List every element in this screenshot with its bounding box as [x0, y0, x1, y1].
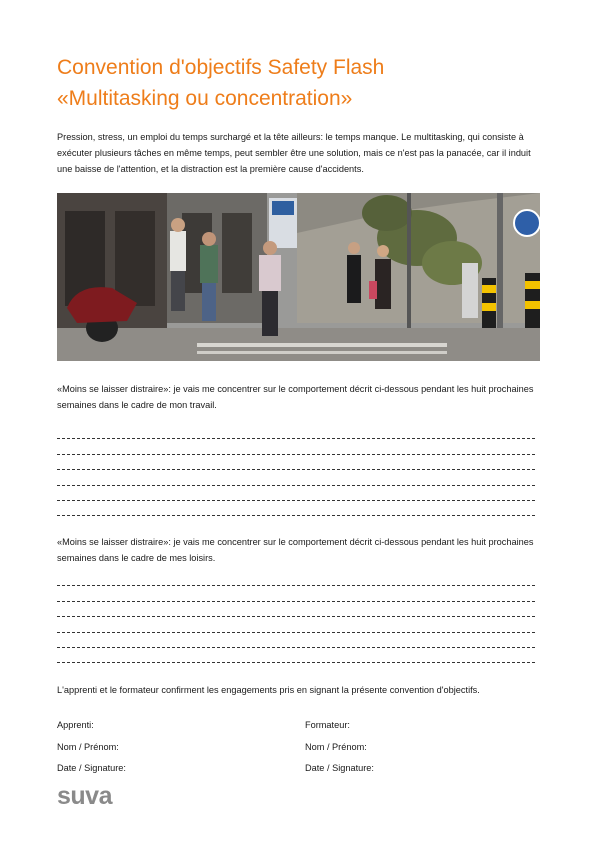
leisure-commitment-text: «Moins se laisser distraire»: je vais me concentrer sur le comportement décrit ci-dessous pendant les huit prochaines semaines dans le cadre de mes loisirs.	[57, 537, 534, 563]
writing-line[interactable]	[57, 636, 535, 651]
writing-line[interactable]	[57, 589, 535, 604]
suva-logo: suva	[57, 782, 112, 810]
trainer-name-field[interactable]: Nom / Prénom:	[305, 742, 367, 752]
apprentice-name-field[interactable]: Nom / Prénom:	[57, 742, 119, 752]
work-commitment-text: «Moins se laisser distraire»: je vais me concentrer sur le comportement décrit ci-dessous pendant les huit prochaines semaines dans le cadre de mon travail.	[57, 384, 534, 410]
leisure-commitment-lines	[57, 574, 535, 666]
writing-line[interactable]	[57, 620, 535, 635]
writing-line[interactable]	[57, 574, 535, 589]
trainer-label: Formateur:	[305, 720, 350, 730]
confirmation-text: L'apprenti et le formateur confirment les engagements pris en signant la présente convention d'objectifs.	[57, 685, 480, 695]
street-photo	[57, 193, 540, 361]
writing-line[interactable]	[57, 605, 535, 620]
work-commitment-lines	[57, 427, 535, 519]
writing-line[interactable]	[57, 473, 535, 488]
apprentice-date-signature-field[interactable]: Date / Signature:	[57, 763, 126, 773]
writing-line[interactable]	[57, 489, 535, 504]
writing-line[interactable]	[57, 427, 535, 442]
title-line-2: «Multitasking ou concentration»	[57, 87, 353, 110]
apprentice-label: Apprenti:	[57, 720, 94, 730]
writing-line[interactable]	[57, 442, 535, 457]
page-title	[57, 52, 557, 114]
writing-line[interactable]	[57, 504, 535, 519]
writing-line[interactable]	[57, 651, 535, 666]
intro-paragraph: Pression, stress, un emploi du temps surchargé et la tête ailleurs: le temps manque. Le multitasking, qui consiste à exécuter plusieurs tâches en même temps, peut sembler être une solution, mais ce n'est pas la panacée, car il induit une baisse de l'attention, et la distraction est la première cause d'accidents.	[57, 132, 531, 174]
title-line-1: Convention d'objectifs Safety Flash	[57, 56, 385, 79]
trainer-date-signature-field[interactable]: Date / Signature:	[305, 763, 374, 773]
writing-line[interactable]	[57, 458, 535, 473]
